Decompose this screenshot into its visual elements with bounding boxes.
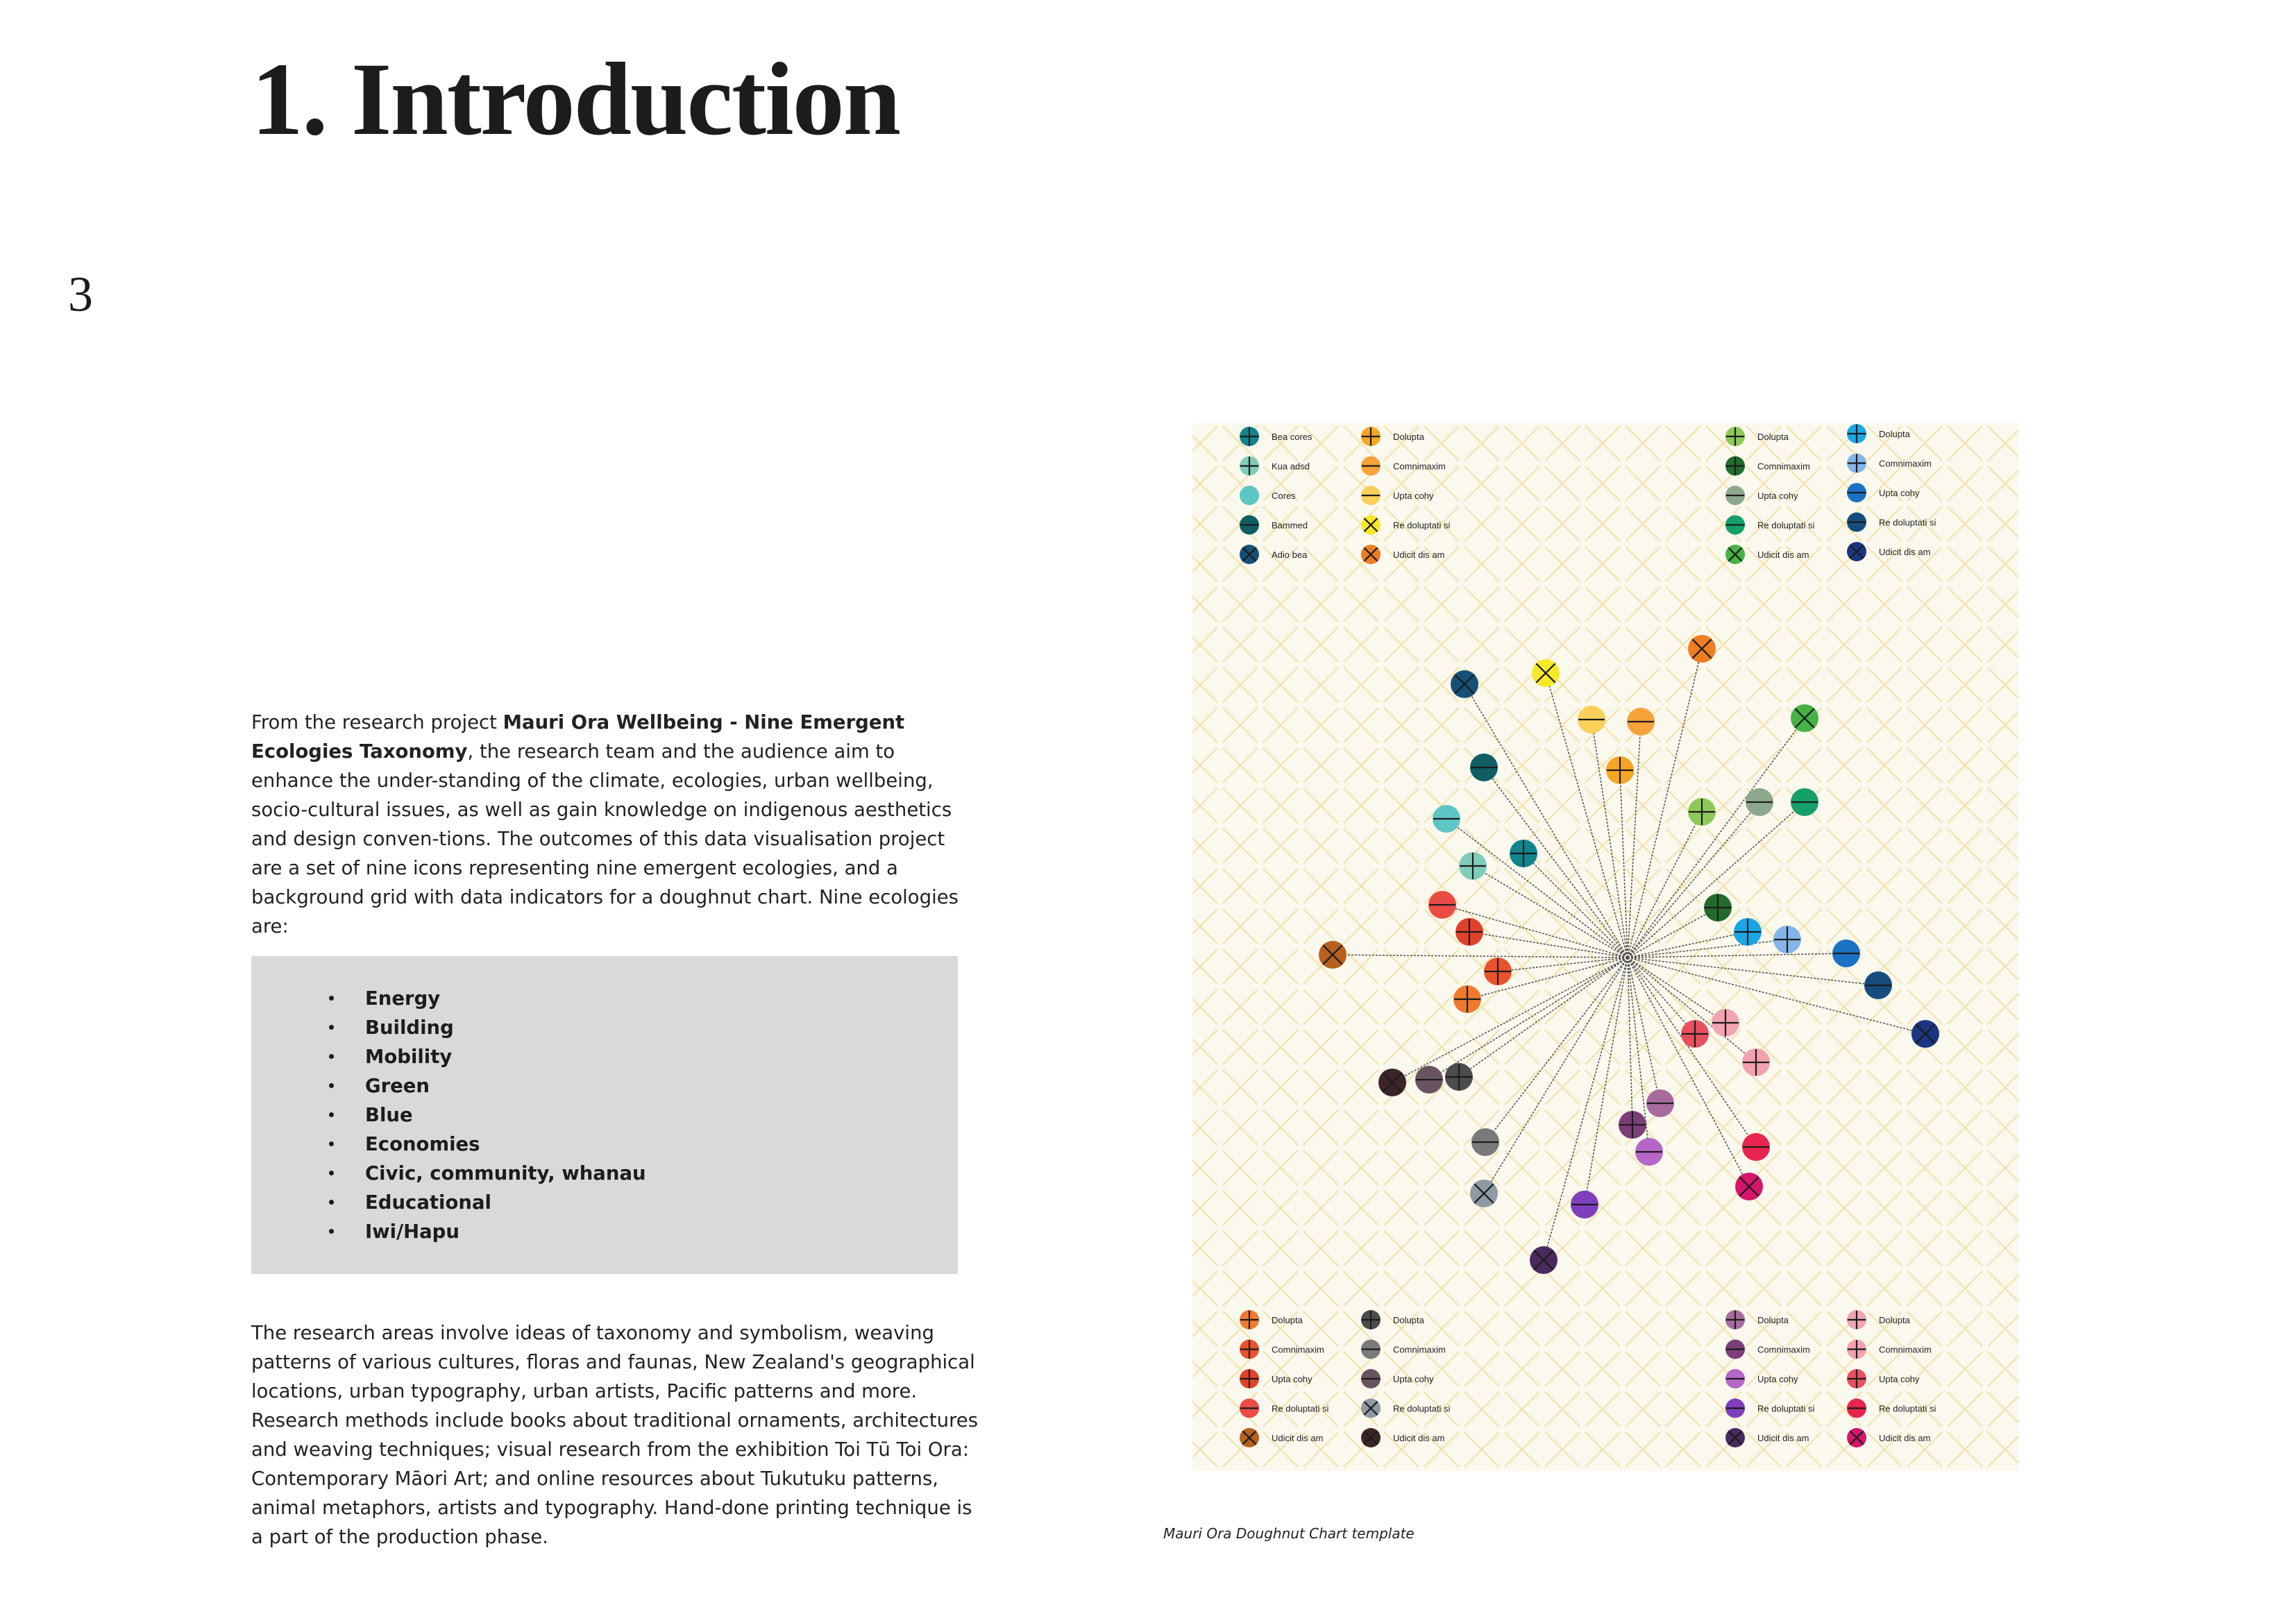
doughnut-chart-graphic	[1180, 423, 2027, 1478]
project-name: Mauri Ora Wellbeing - Nine Emergent Ecologies Taxonomy	[251, 711, 905, 763]
legend-label: Comnimaxim	[1879, 458, 1932, 469]
legend-label: Upta cohy	[1879, 1374, 1920, 1384]
data-node	[1433, 805, 1460, 833]
legend-label: Re doluptati si	[1879, 517, 1936, 528]
ecology-label: Mobility	[365, 1046, 453, 1068]
legend-label: Comnimaxim	[1879, 1344, 1932, 1355]
data-node	[1773, 926, 1801, 953]
legend-label: Re doluptati si	[1393, 520, 1451, 531]
bullet	[329, 1200, 334, 1205]
data-node	[1471, 1128, 1499, 1156]
legend-label: Comnimaxim	[1393, 461, 1446, 472]
data-node	[1571, 1191, 1598, 1218]
legend-label: Udicit dis am	[1757, 1433, 1809, 1443]
legend-label: Udicit dis am	[1757, 550, 1809, 560]
data-node	[1688, 798, 1716, 826]
bullet	[329, 1229, 334, 1234]
legend-label: Upta cohy	[1757, 491, 1798, 501]
legend-label: Re doluptati si	[1272, 1403, 1329, 1414]
data-node	[1746, 788, 1773, 816]
intro-text-start: From the research project	[251, 711, 503, 733]
data-node	[1484, 958, 1512, 985]
ecology-label: Blue	[365, 1104, 413, 1126]
ecology-label: Iwi/Hapu	[365, 1221, 459, 1243]
legend-label: Bammed	[1272, 520, 1308, 531]
legend-swatch	[1240, 486, 1259, 505]
data-node	[1735, 1173, 1763, 1200]
data-node	[1791, 788, 1818, 816]
bullet	[329, 1112, 334, 1117]
legend-label: Comnimaxim	[1272, 1344, 1324, 1355]
ecology-item	[329, 1042, 646, 1071]
data-node	[1791, 704, 1818, 732]
bullet	[329, 1025, 334, 1030]
research-paragraph: The research areas involve ideas of taxonomy and symbolism, weaving patterns of various cultures, floras and faunas, New Zealand's geographical locations, urban typography, urban artists, Pacific patterns and more. Research methods include books about traditional ornaments, architectures and weaving techniques; visual research from the exhibition Toi Tū Toi Ora: Contemporary Māori Art; and online resources about Tukutuku patterns, animal metaphors, artists and typography. Hand-done printing technique is a part of the production phase.	[251, 1322, 979, 1548]
legend-label: Re doluptati si	[1757, 1403, 1815, 1414]
data-node	[1445, 1063, 1473, 1091]
data-node	[1688, 635, 1716, 663]
data-node	[1864, 971, 1892, 999]
page-title: 1. Introduction	[251, 42, 900, 157]
legend-label: Upta cohy	[1393, 1374, 1434, 1384]
data-node	[1319, 941, 1347, 969]
data-node	[1578, 706, 1605, 733]
data-node	[1532, 659, 1560, 687]
data-node	[1635, 1138, 1663, 1166]
legend-label: Dolupta	[1757, 1315, 1789, 1325]
legend-label: Comnimaxim	[1757, 1344, 1810, 1355]
legend-label: Upta cohy	[1879, 488, 1920, 498]
figure-caption: Mauri Ora Doughnut Chart template	[1163, 1525, 1415, 1542]
legend-label: Udicit dis am	[1393, 550, 1445, 560]
ecology-item	[329, 1159, 646, 1188]
data-node	[1470, 754, 1498, 781]
ecology-label: Educational	[365, 1191, 491, 1214]
ecology-label: Economies	[365, 1133, 480, 1155]
legend-label: Dolupta	[1757, 432, 1789, 442]
legend-label: Re doluptati si	[1879, 1403, 1936, 1414]
grid-pattern	[1192, 423, 2018, 1471]
legend-label: Udicit dis am	[1879, 547, 1931, 557]
data-node	[1627, 708, 1655, 736]
data-node	[1646, 1089, 1674, 1117]
legend-label: Dolupta	[1272, 1315, 1303, 1325]
legend-label: Udicit dis am	[1272, 1433, 1324, 1443]
data-node	[1704, 894, 1732, 921]
intro-paragraph	[251, 708, 980, 941]
legend-label: Dolupta	[1393, 1315, 1424, 1325]
data-node	[1415, 1066, 1443, 1094]
ecology-item	[329, 1188, 646, 1217]
legend-label: Comnimaxim	[1757, 461, 1810, 472]
data-node	[1378, 1069, 1406, 1096]
data-node	[1832, 940, 1860, 967]
legend-label: Dolupta	[1393, 432, 1424, 442]
data-node	[1742, 1133, 1770, 1161]
ecology-item	[329, 1130, 646, 1159]
ecologies-list	[329, 984, 646, 1246]
legend-label: Upta cohy	[1393, 491, 1434, 501]
data-node	[1470, 1180, 1498, 1207]
legend-label: Upta cohy	[1757, 1374, 1798, 1384]
legend-label: Cores	[1272, 491, 1296, 501]
ecology-item	[329, 1101, 646, 1130]
intro-text-rest: , the research team and the audience aim to enhance the under-standing of the climate, ecologies, urban wellbeing, socio-cultural issues, as well as gain knowledge on indigenous aesthetics and design conven-tions. The outcomes of this data visualisation project are a set of nine icons representing nine emergent ecologies, and a background grid with data indicators for a doughnut chart. Nine ecologies are:	[251, 740, 959, 937]
legend-label: Dolupta	[1879, 429, 1910, 439]
ecology-item	[329, 1217, 646, 1246]
legend-label: Dolupta	[1879, 1315, 1910, 1325]
page-number: 3	[68, 266, 93, 322]
legend-label: Re doluptati si	[1757, 520, 1815, 531]
ecology-label: Civic, community, whanau	[365, 1162, 646, 1184]
data-node	[1451, 670, 1478, 698]
bullet	[329, 1141, 334, 1146]
data-node	[1455, 918, 1483, 946]
data-node	[1681, 1020, 1709, 1048]
bullet	[329, 996, 334, 1001]
bullet	[329, 1171, 334, 1175]
data-node	[1742, 1048, 1770, 1076]
doughnut-chart-template	[1180, 423, 2027, 1478]
legend-label: Udicit dis am	[1879, 1433, 1931, 1443]
data-node	[1606, 756, 1634, 784]
legend-label: Upta cohy	[1272, 1374, 1312, 1384]
legend-label: Adio bea	[1272, 550, 1308, 560]
legend-label: Comnimaxim	[1393, 1344, 1446, 1355]
bullet	[329, 1083, 334, 1088]
data-node	[1453, 985, 1481, 1013]
data-node	[1530, 1246, 1558, 1274]
ecology-label: Energy	[365, 987, 441, 1010]
ecology-item	[329, 1013, 646, 1042]
legend-label: Udicit dis am	[1393, 1433, 1445, 1443]
legend-label: Re doluptati si	[1393, 1403, 1451, 1414]
data-node	[1712, 1009, 1739, 1037]
ecology-label: Green	[365, 1075, 430, 1097]
legend-label: Bea cores	[1272, 432, 1312, 442]
data-node	[1510, 840, 1537, 867]
ecology-item	[329, 1071, 646, 1101]
data-node	[1911, 1020, 1939, 1048]
ecology-item	[329, 984, 646, 1013]
data-node	[1734, 918, 1762, 946]
legend-label: Kua adsd	[1272, 461, 1310, 472]
ecologies-box	[251, 956, 958, 1274]
bullet	[329, 1054, 334, 1059]
data-node	[1459, 852, 1487, 880]
ecology-label: Building	[365, 1017, 454, 1039]
data-node	[1619, 1111, 1646, 1139]
data-node	[1428, 891, 1456, 919]
